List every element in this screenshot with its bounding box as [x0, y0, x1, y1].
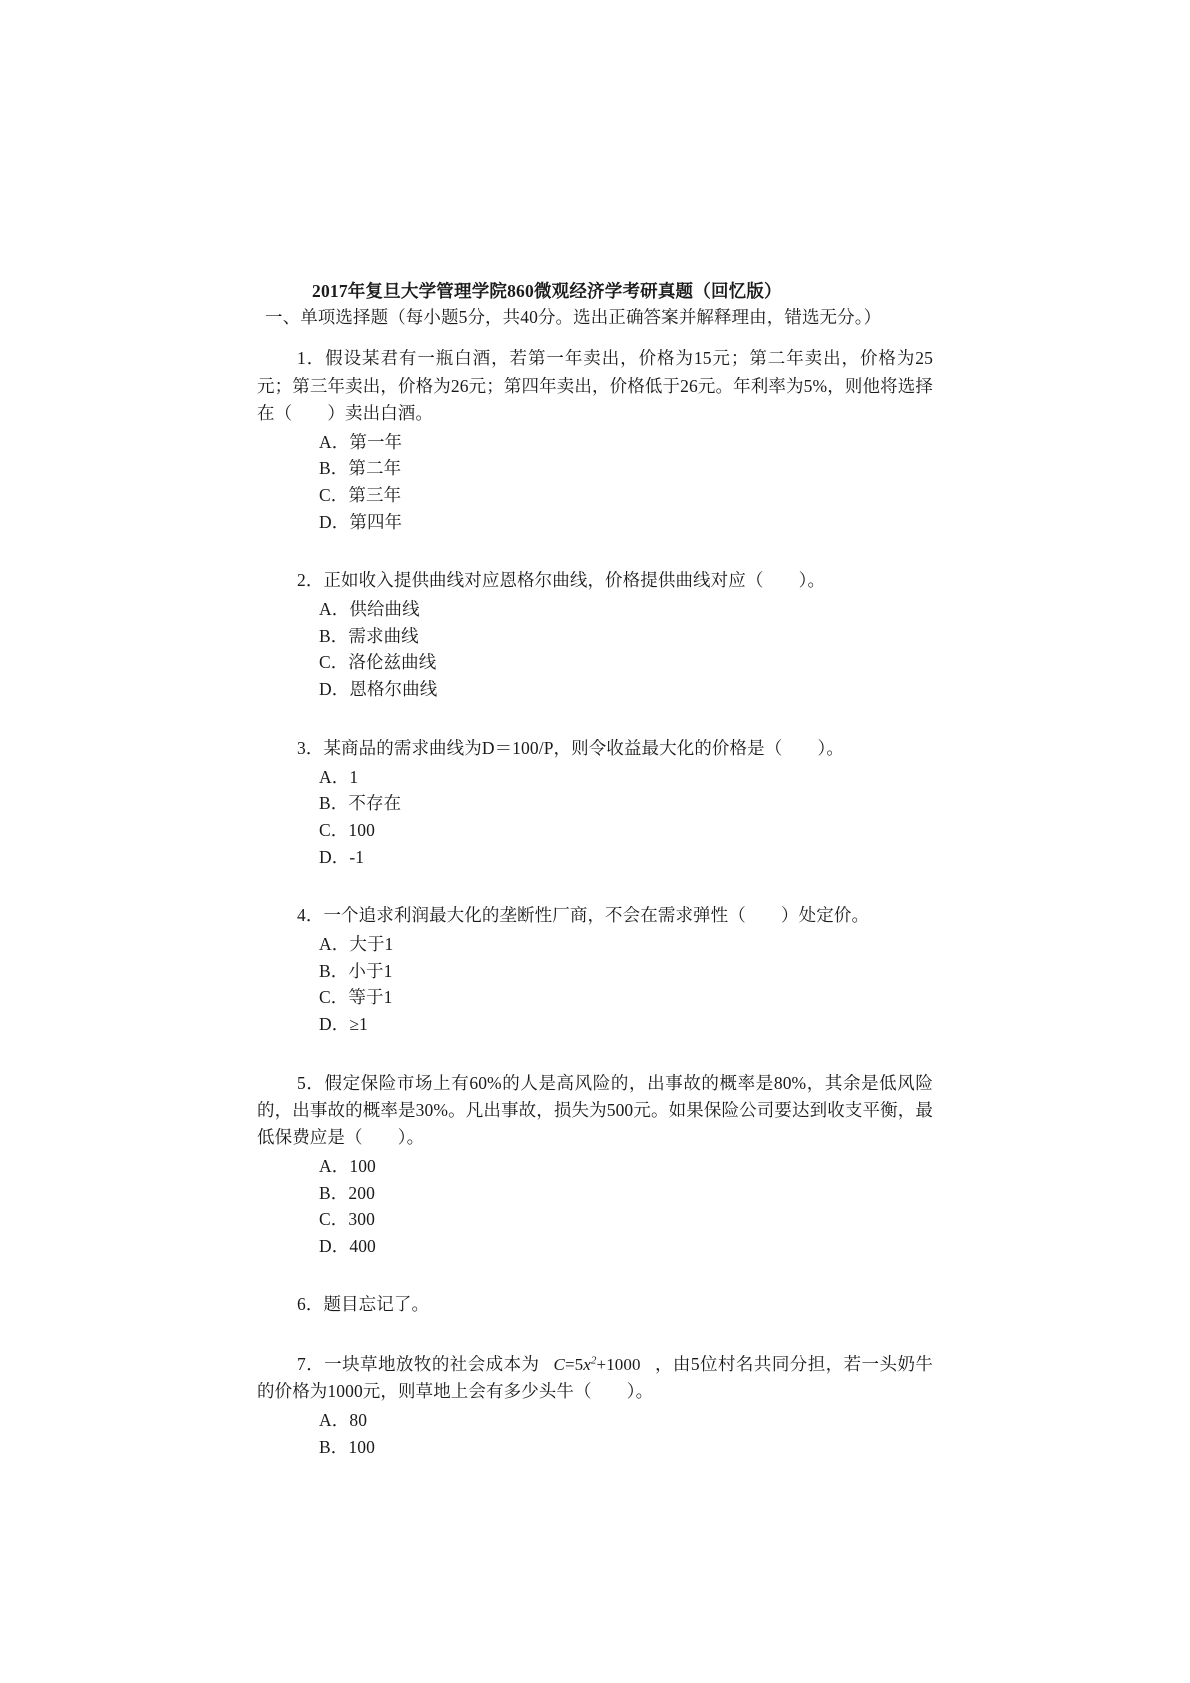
question-stem-part1: 7．一块草地放牧的社会成本为 — [297, 1353, 540, 1374]
question-stem: 3．某商品的需求曲线为D＝100/P，则令收益最大化的价格是（ ）。 — [297, 737, 844, 758]
formula-variable-x: x — [583, 1354, 591, 1374]
question-item — [257, 735, 933, 871]
question-stem: 2．正如收入提供曲线对应恩格尔曲线，价格提供曲线对应（ ）。 — [297, 570, 826, 591]
option-item: D．第四年 — [319, 511, 403, 532]
formula-plus: + — [596, 1354, 607, 1374]
formula-exponent: 2 — [590, 1353, 597, 1366]
formula-symbol-c: C — [553, 1354, 565, 1374]
option-item: B．100 — [319, 1436, 375, 1457]
option-item: A．100 — [319, 1156, 376, 1176]
option-item: D．-1 — [319, 846, 365, 867]
option-item: B．不存在 — [319, 793, 402, 814]
option-item: A．1 — [319, 766, 359, 787]
option-item: C．洛伦兹曲线 — [319, 652, 437, 673]
option-item: A．第一年 — [319, 431, 403, 452]
section-heading: 一、单项选择题（每小题5分，共40分。选出正确答案并解释理由，错选无分。） — [265, 307, 882, 328]
option-item: D．恩格尔曲线 — [319, 679, 438, 700]
option-list — [257, 764, 933, 870]
option-list — [257, 1407, 933, 1460]
formula-constant: 1000 — [606, 1354, 641, 1374]
option-list — [257, 931, 933, 1037]
option-item: C．第三年 — [319, 484, 402, 505]
question-stem — [257, 1351, 933, 1405]
option-item: B．小于1 — [319, 960, 393, 981]
option-item: A．大于1 — [319, 934, 394, 955]
option-item: B．200 — [319, 1182, 375, 1203]
question-stem: 1．假设某君有一瓶白酒，若第一年卖出，价格为15元；第二年卖出，价格为25元；第三年卖出，价格为26元；第四年卖出，价格低于26元。年利率为5%，则他将选择在（ ）卖出白酒。 — [257, 348, 933, 423]
option-list — [257, 429, 933, 535]
question-item — [257, 1291, 933, 1318]
question-item — [257, 567, 933, 703]
question-item — [257, 902, 933, 1038]
formula-social-cost — [554, 1355, 641, 1374]
option-item: D．400 — [319, 1235, 376, 1256]
question-stem: 5．假定保险市场上有60%的人是高风险的，出事故的概率是80%，其余是低风险的，出事故的概率是30%。凡出事故，损失为500元。如果保险公司要达到收支平衡，最低保费应是（ ）。 — [257, 1072, 933, 1147]
formula-equals: = — [564, 1354, 575, 1374]
option-list — [257, 1153, 933, 1259]
formula-coefficient: 5 — [574, 1354, 584, 1374]
option-item: C．300 — [319, 1209, 375, 1230]
question-item — [257, 1070, 933, 1260]
question-item — [257, 1351, 933, 1461]
question-item — [257, 345, 933, 535]
option-item: C．100 — [319, 819, 375, 840]
question-stem: 6．题目忘记了。 — [297, 1294, 430, 1315]
option-list — [257, 596, 933, 702]
option-item: C．等于1 — [319, 987, 393, 1008]
document-body — [257, 278, 933, 1460]
question-stem-part2: ，由5位村名共同分担，若一头奶牛的价格为1000元，则草地上会有多少头牛（ ）。 — [257, 1353, 933, 1401]
option-item: D．≥1 — [319, 1014, 368, 1035]
option-item: A．供给曲线 — [319, 599, 420, 620]
question-stem: 4．一个追求利润最大化的垄断性厂商，不会在需求弹性（ ）处定价。 — [297, 905, 870, 926]
option-item: A．80 — [319, 1409, 368, 1430]
option-item: B．需求曲线 — [319, 625, 419, 646]
page-title: 2017年复旦大学管理学院860微观经济学考研真题（回忆版） — [312, 281, 782, 301]
option-item: B．第二年 — [319, 458, 402, 479]
